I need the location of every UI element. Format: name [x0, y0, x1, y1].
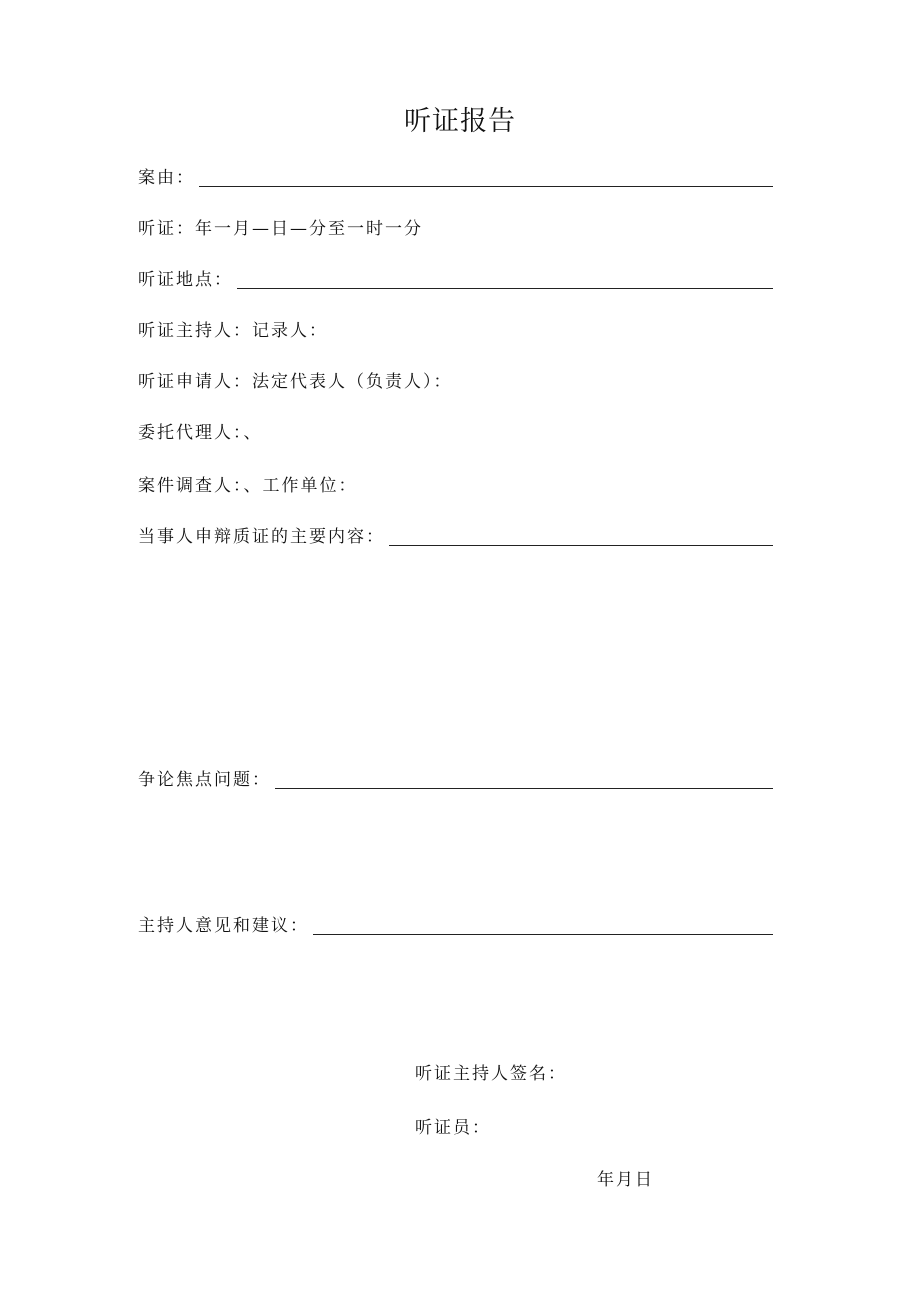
case-reason-blank-line	[199, 185, 773, 187]
hearing-officer-label: 听证员：	[415, 1118, 491, 1138]
dispute-focus-field	[138, 768, 773, 792]
host-signature-label: 听证主持人签名：	[415, 1064, 567, 1084]
dispute-focus-blank-line	[275, 787, 773, 789]
hearing-time-field	[138, 217, 423, 241]
hearing-time-text: 听证：年一月—日—分至一时一分	[138, 219, 423, 239]
case-reason-label: 案由：	[138, 168, 195, 188]
host-opinion-label: 主持人意见和建议：	[138, 916, 309, 936]
host-opinion-field	[138, 914, 773, 938]
agent-text: 委托代理人：、	[138, 423, 263, 443]
investigator-field	[138, 474, 358, 498]
host-recorder-text: 听证主持人：记录人：	[138, 321, 328, 341]
investigator-text: 案件调查人：、工作单位：	[138, 476, 358, 496]
hearing-place-label: 听证地点：	[138, 270, 233, 290]
applicant-text: 听证申请人：法定代表人（负责人）：	[138, 372, 453, 392]
hearing-place-blank-line	[237, 287, 773, 289]
applicant-field	[138, 370, 453, 394]
defense-content-field	[138, 525, 773, 549]
dispute-focus-label: 争论焦点问题：	[138, 770, 271, 790]
agent-field	[138, 421, 263, 445]
document-title: 听证报告	[404, 106, 516, 137]
host-recorder-field	[138, 319, 328, 343]
date-label: 年月日	[597, 1170, 654, 1190]
host-opinion-blank-line	[313, 933, 773, 935]
defense-content-label: 当事人申辩质证的主要内容：	[138, 527, 385, 547]
defense-content-blank-line	[389, 544, 773, 546]
case-reason-field	[138, 166, 773, 190]
hearing-place-field	[138, 268, 773, 292]
